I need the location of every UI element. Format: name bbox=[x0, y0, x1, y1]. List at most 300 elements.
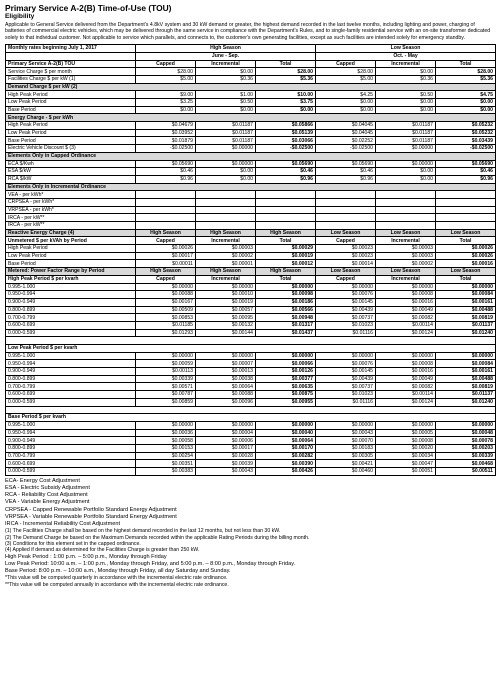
rate-value: $0.00000 bbox=[316, 283, 376, 291]
column-header: Capped bbox=[316, 237, 376, 245]
empty-cell bbox=[316, 191, 376, 199]
header-blank bbox=[6, 52, 136, 60]
rate-value: $0.00 bbox=[196, 168, 256, 176]
rate-value: $0.00 bbox=[196, 106, 256, 114]
energy-charge-heading: Energy Charge - $ per kWh bbox=[6, 114, 496, 122]
rate-value: $0.00153 bbox=[136, 444, 196, 452]
table-row bbox=[6, 391, 496, 399]
row-label: 0.700-0.799 bbox=[6, 383, 136, 391]
rate-value: $0.05690 bbox=[136, 160, 196, 168]
empty-cell bbox=[316, 222, 376, 230]
rate-value: $0.00017 bbox=[136, 252, 196, 260]
table-row bbox=[6, 99, 496, 107]
total-value: $0.00126 bbox=[256, 368, 316, 376]
rate-value: $28.00 bbox=[136, 68, 196, 76]
season-header: Low Season bbox=[316, 268, 376, 276]
rate-value: $0.00005 bbox=[376, 429, 436, 437]
rate-value: $0.00509 bbox=[136, 306, 196, 314]
total-value: $0.00026 bbox=[436, 252, 496, 260]
total-value: $0.00084 bbox=[436, 291, 496, 299]
total-value: $0.00000 bbox=[436, 352, 496, 360]
row-label: High Peak Period bbox=[6, 91, 136, 99]
total-value: $0.00566 bbox=[256, 306, 316, 314]
table-row bbox=[6, 291, 496, 299]
legend-item: VRPSEA - Variable Renewable Portfolio Standard Energy Adjustment bbox=[5, 513, 177, 520]
total-value: $0.00511 bbox=[436, 468, 496, 476]
empty-cell bbox=[376, 222, 436, 230]
rate-value: $0.04045 bbox=[316, 122, 376, 130]
rating-periods bbox=[5, 554, 495, 576]
table-row bbox=[6, 137, 496, 145]
acronym-legend bbox=[5, 478, 495, 528]
table-row bbox=[6, 145, 496, 153]
rate-value: $0.00008 bbox=[376, 291, 436, 299]
empty-cell bbox=[256, 206, 316, 214]
row-label: 0.700-0.799 bbox=[6, 314, 136, 322]
column-header: Total bbox=[436, 60, 496, 68]
total-value: $0.46 bbox=[436, 168, 496, 176]
empty-cell bbox=[136, 214, 196, 222]
section-row bbox=[6, 152, 496, 160]
document-title: Primary Service A-2(B) Time-of-Use (TOU) bbox=[5, 3, 172, 13]
season-header: High Season bbox=[136, 229, 196, 237]
table-row bbox=[6, 460, 496, 468]
rate-value: $0.00 bbox=[376, 168, 436, 176]
total-value: $0.00948 bbox=[256, 314, 316, 322]
rate-value: $0.00000 bbox=[376, 421, 436, 429]
low-peak-kvarh-heading: Low Peak Period $ per kvarh bbox=[6, 345, 496, 353]
empty-cell bbox=[436, 222, 496, 230]
season-header: High Season bbox=[256, 268, 316, 276]
empty-cell bbox=[436, 214, 496, 222]
total-value: $0.00170 bbox=[256, 444, 316, 452]
rate-value: $0.00096 bbox=[196, 398, 256, 406]
rate-value: $0.01293 bbox=[136, 329, 196, 337]
total-value: $0.00 bbox=[436, 106, 496, 114]
row-label: 0.900-0.949 bbox=[6, 298, 136, 306]
row-label: Base Period bbox=[6, 260, 136, 268]
season-header: Low Season bbox=[436, 229, 496, 237]
total-value: $0.00019 bbox=[256, 252, 316, 260]
rate-value: $0.00003 bbox=[196, 245, 256, 253]
rate-value: $3.25 bbox=[136, 99, 196, 107]
rate-value: -$0.02500 bbox=[316, 145, 376, 153]
legend-item: IRCA - Incremental Reliability Cost Adjustment bbox=[5, 520, 121, 527]
rate-value: $0.02252 bbox=[316, 137, 376, 145]
note-item: (2) The Demand Charge be based on the Maximum Demands recorded within the applicable Rating Periods during the billing month. bbox=[5, 534, 310, 541]
column-header: Capped bbox=[316, 275, 376, 283]
total-value: $0.00 bbox=[256, 106, 316, 114]
rate-value: $0.00000 bbox=[376, 283, 436, 291]
rate-value: $0.00421 bbox=[316, 460, 376, 468]
season-header: High Season bbox=[196, 268, 256, 276]
rate-value: $0.01187 bbox=[196, 129, 256, 137]
rate-value: $0.00039 bbox=[196, 460, 256, 468]
rate-value: $0.03952 bbox=[136, 129, 196, 137]
empty-cell bbox=[136, 222, 196, 230]
rate-value: $0.00059 bbox=[136, 360, 196, 368]
total-value: $0.00488 bbox=[436, 375, 496, 383]
total-value: $0.00029 bbox=[256, 245, 316, 253]
column-header: Total bbox=[256, 60, 316, 68]
row-label: Base Period bbox=[6, 106, 136, 114]
total-value: $0.00000 bbox=[256, 421, 316, 429]
total-value: $0.00098 bbox=[256, 291, 316, 299]
row-label: RCA $/kW bbox=[6, 175, 136, 183]
empty-cell bbox=[256, 198, 316, 206]
total-value: $0.03439 bbox=[436, 137, 496, 145]
rate-value: $0.00049 bbox=[376, 375, 436, 383]
note-item: (1) The Facilities Charge shall be based on the highest demand recorded in the last 12 months, but not less than 30 kW. bbox=[5, 528, 281, 535]
empty-cell bbox=[136, 206, 196, 214]
rate-value: $0.00439 bbox=[316, 375, 376, 383]
row-label: Base Period bbox=[6, 137, 136, 145]
rates-table bbox=[5, 44, 496, 476]
total-value: $0.01240 bbox=[436, 329, 496, 337]
column-header: Incremental bbox=[376, 237, 436, 245]
rate-value: $0.00008 bbox=[376, 360, 436, 368]
row-label: ECA $/Kwh bbox=[6, 160, 136, 168]
rate-value: $0.00013 bbox=[196, 368, 256, 376]
table-row bbox=[6, 444, 496, 452]
rate-value: -$0.02500 bbox=[136, 145, 196, 153]
rate-value: $0.00082 bbox=[376, 383, 436, 391]
rate-value: $0.96 bbox=[316, 175, 376, 183]
row-label: 0.995-1.000 bbox=[6, 421, 136, 429]
total-value: $0.00084 bbox=[436, 360, 496, 368]
rate-value: $0.00002 bbox=[376, 260, 436, 268]
rate-value: $0.00 bbox=[316, 99, 376, 107]
rate-value: $0.00007 bbox=[196, 360, 256, 368]
season-header: Low Season bbox=[376, 229, 436, 237]
total-value: $3.75 bbox=[256, 99, 316, 107]
total-value: $0.05232 bbox=[436, 129, 496, 137]
rate-value: $0.00 bbox=[376, 175, 436, 183]
column-header: Incremental bbox=[376, 275, 436, 283]
rate-value: $0.00003 bbox=[376, 252, 436, 260]
total-value: $5.36 bbox=[256, 75, 316, 83]
rate-value: $0.00000 bbox=[376, 352, 436, 360]
row-label: ESA $/kW bbox=[6, 168, 136, 176]
empty-cell bbox=[256, 214, 316, 222]
rate-value: $0.00000 bbox=[196, 352, 256, 360]
reactive-energy-heading: Reactive Energy Charge (4) bbox=[6, 229, 136, 237]
rate-value: $0.00095 bbox=[196, 314, 256, 322]
rate-value: $0.00000 bbox=[196, 421, 256, 429]
rate-value: $0.00145 bbox=[316, 368, 376, 376]
legend-item: VEA - Variable Energy Adjustment bbox=[5, 499, 90, 506]
rate-value: $0.00051 bbox=[376, 468, 436, 476]
rate-value: $0.00014 bbox=[316, 260, 376, 268]
total-value: -$0.02500 bbox=[256, 145, 316, 153]
rate-value: $0.00043 bbox=[196, 468, 256, 476]
row-label: 0.000-0.599 bbox=[6, 329, 136, 337]
total-value: $0.00016 bbox=[436, 260, 496, 268]
rate-value: $0.01187 bbox=[196, 137, 256, 145]
rate-value: $0.04045 bbox=[316, 129, 376, 137]
rate-value: $0.50 bbox=[376, 91, 436, 99]
high-season-label: High Season bbox=[136, 45, 316, 53]
total-value: $0.00161 bbox=[436, 368, 496, 376]
empty-cell bbox=[376, 206, 436, 214]
total-value: $0.01240 bbox=[436, 398, 496, 406]
rate-value: $0.00737 bbox=[316, 383, 376, 391]
rate-value: $0.46 bbox=[316, 168, 376, 176]
rate-value: $0.00000 bbox=[196, 160, 256, 168]
row-label: 0.600-0.699 bbox=[6, 391, 136, 399]
rate-value: $0.01023 bbox=[316, 391, 376, 399]
table-row bbox=[6, 298, 496, 306]
rate-value: $0.00076 bbox=[316, 291, 376, 299]
empty-cell bbox=[256, 222, 316, 230]
rate-value: $0.00036 bbox=[136, 429, 196, 437]
rate-value: $0.00004 bbox=[196, 429, 256, 437]
row-label: 0.800-0.899 bbox=[6, 306, 136, 314]
header-row bbox=[6, 268, 496, 276]
rate-value: $0.00 bbox=[376, 68, 436, 76]
table-row bbox=[6, 222, 496, 230]
total-value: $0.00000 bbox=[256, 283, 316, 291]
season-header: High Season bbox=[196, 229, 256, 237]
legend-item: CRPSEA - Capped Renewable Portfolio Standard Energy Adjustment bbox=[5, 506, 177, 513]
row-label: High Peak Period bbox=[6, 245, 136, 253]
rate-value: $0.00038 bbox=[196, 375, 256, 383]
row-label: 0.900-0.949 bbox=[6, 368, 136, 376]
rate-value: $0.00023 bbox=[316, 252, 376, 260]
total-value: $5.36 bbox=[436, 75, 496, 83]
legend-item: ESA - Electric Subsidy Adjustment bbox=[5, 484, 90, 491]
column-header: Capped bbox=[136, 60, 196, 68]
row-label: High Peak Period bbox=[6, 122, 136, 130]
column-header: Incremental bbox=[376, 60, 436, 68]
empty-cell bbox=[316, 214, 376, 222]
rate-value: $0.00016 bbox=[376, 298, 436, 306]
column-header: Incremental bbox=[196, 237, 256, 245]
column-header: Total bbox=[436, 237, 496, 245]
column-header: Capped bbox=[136, 237, 196, 245]
low-season-months: Oct. - May bbox=[316, 52, 496, 60]
total-value: $28.00 bbox=[436, 68, 496, 76]
empty-cell bbox=[136, 191, 196, 199]
table-row bbox=[6, 468, 496, 476]
table-row bbox=[6, 306, 496, 314]
total-value: $0.00000 bbox=[436, 421, 496, 429]
total-value: $0.01317 bbox=[256, 321, 316, 329]
row-label: 0.900-0.949 bbox=[6, 437, 136, 445]
table-row bbox=[6, 375, 496, 383]
header-row bbox=[6, 45, 496, 53]
period-item: Low Peak Period: 10:00 a.m. – 1:00 p.m., Monday through Friday, and 5:00 p.m. – 8:00 p.m., Monday through Friday. bbox=[5, 560, 296, 567]
total-value: $0.46 bbox=[256, 168, 316, 176]
high-season-months: June - Sep. bbox=[136, 52, 316, 60]
row-label: Low Peak Period bbox=[6, 129, 136, 137]
total-value: $0.00000 bbox=[256, 352, 316, 360]
metered-heading: Metered: Power Factor Range by Period bbox=[6, 268, 136, 276]
header-label: Monthly rates beginning July 1, 2017 bbox=[6, 45, 136, 53]
rate-value: $0.01187 bbox=[376, 122, 436, 130]
rate-value: $0.50 bbox=[196, 99, 256, 107]
low-season-label: Low Season bbox=[316, 45, 496, 53]
table-row bbox=[6, 75, 496, 83]
empty-cell bbox=[316, 206, 376, 214]
rate-value: $0.00047 bbox=[376, 460, 436, 468]
row-label: 0.000-0.599 bbox=[6, 398, 136, 406]
eligibility-text: Applicable to General Service delivered from the Department's 4.8kV system and 30 kW demand or greater, the highest demand recorded in the last twelve months, including lighting and power, charging of batteries of commercial electric vehicles, which may be delivered through the same service in compliance with the Department's Rules, and to single-family residential service with an on-site transformer dedicated solely to that individual customer. Not applicable to service which parallels, and connects to, the customer's own generating facilities, except as such facilities are intended solely for emergency standby. bbox=[5, 22, 491, 41]
period-item: High Peak Period : 1:00 p.m. – 5:00 p.m., Monday through Friday bbox=[5, 553, 167, 560]
rate-value: $0.00460 bbox=[316, 468, 376, 476]
row-label: 0.800-0.899 bbox=[6, 375, 136, 383]
rate-value: $0.01187 bbox=[376, 137, 436, 145]
base-kvarh-heading: Base Period $ per kvarh bbox=[6, 414, 496, 422]
rate-value: $0.00057 bbox=[196, 306, 256, 314]
rate-value: $0.00339 bbox=[136, 375, 196, 383]
rate-value: $1.00 bbox=[196, 91, 256, 99]
total-value: $0.00955 bbox=[256, 398, 316, 406]
empty-cell bbox=[436, 206, 496, 214]
rate-value: $0.00008 bbox=[376, 437, 436, 445]
total-value: $0.00339 bbox=[436, 452, 496, 460]
row-label: Electric Vehicle Discount $ (3) bbox=[6, 145, 136, 153]
header-row bbox=[6, 237, 496, 245]
total-value: $0.05139 bbox=[256, 129, 316, 137]
rate-value: $0.00082 bbox=[376, 314, 436, 322]
rate-value: $0.01187 bbox=[196, 122, 256, 130]
total-value: $0.00040 bbox=[256, 429, 316, 437]
section-row bbox=[6, 414, 496, 422]
total-value: $28.00 bbox=[256, 68, 316, 76]
row-label: CRPSEA - per kWh* bbox=[6, 198, 136, 206]
season-header: High Season bbox=[136, 268, 196, 276]
rate-value: $0.00001 bbox=[196, 260, 256, 268]
table-row bbox=[6, 198, 496, 206]
rate-value: $0.00 bbox=[196, 175, 256, 183]
total-value: $0.00000 bbox=[436, 283, 496, 291]
total-value: $10.00 bbox=[256, 91, 316, 99]
table-row bbox=[6, 398, 496, 406]
total-value: $0.00377 bbox=[256, 375, 316, 383]
rate-value: $4.25 bbox=[316, 91, 376, 99]
row-label: 0.995-1.000 bbox=[6, 283, 136, 291]
rate-value: $0.00016 bbox=[376, 368, 436, 376]
total-value: $0.96 bbox=[256, 175, 316, 183]
rate-value: $0.00383 bbox=[136, 468, 196, 476]
season-header: Low Season bbox=[376, 268, 436, 276]
rate-value: $0.36 bbox=[376, 75, 436, 83]
row-label: 0.800-0.899 bbox=[6, 444, 136, 452]
rate-value: $0.00000 bbox=[316, 421, 376, 429]
table-row bbox=[6, 245, 496, 253]
table-row bbox=[6, 283, 496, 291]
rate-document bbox=[5, 3, 495, 588]
row-label: IRCA - per kW** bbox=[6, 214, 136, 222]
total-value: $0.03066 bbox=[256, 137, 316, 145]
empty-cell bbox=[196, 206, 256, 214]
notes-list bbox=[5, 528, 495, 554]
rate-value: $0.00254 bbox=[136, 452, 196, 460]
rate-value: $9.00 bbox=[136, 91, 196, 99]
rate-value: $0.46 bbox=[136, 168, 196, 176]
total-value: $0.01137 bbox=[436, 391, 496, 399]
period-item: Base Period: 8:00 p.m. – 10:00 a.m., Monday through Friday, all day Saturday and Sunday. bbox=[5, 568, 231, 575]
empty-cell bbox=[376, 198, 436, 206]
rate-value: $0.00076 bbox=[316, 360, 376, 368]
header-row bbox=[6, 52, 496, 60]
row-label: VRPSEA - per kWh* bbox=[6, 206, 136, 214]
total-value: $0.00488 bbox=[436, 306, 496, 314]
rate-value: $0.00859 bbox=[136, 398, 196, 406]
total-value: $0.00819 bbox=[436, 383, 496, 391]
total-value: $0.00048 bbox=[436, 429, 496, 437]
rate-value: $0.00124 bbox=[376, 329, 436, 337]
note-item: (4) Applied if demand as determined for the Facilities Charge is greater than 250 kW. bbox=[5, 547, 200, 554]
spacer-row bbox=[6, 337, 496, 345]
total-value: $0.00282 bbox=[256, 452, 316, 460]
empty-cell bbox=[196, 191, 256, 199]
section-row bbox=[6, 337, 496, 345]
rate-value: $0.00114 bbox=[376, 391, 436, 399]
rate-value: $0.00026 bbox=[136, 245, 196, 253]
rate-value: $0.00 bbox=[196, 68, 256, 76]
legend-item: ECA- Energy Cost Adjustment bbox=[5, 477, 80, 484]
column-header: Capped bbox=[136, 275, 196, 283]
rate-value: $0.00114 bbox=[376, 321, 436, 329]
rate-value: $0.00011 bbox=[136, 260, 196, 268]
table-row bbox=[6, 160, 496, 168]
row-label: 0.700-0.799 bbox=[6, 452, 136, 460]
total-value: $0.01137 bbox=[436, 321, 496, 329]
rate-value: $0.00571 bbox=[136, 383, 196, 391]
total-value: $0.00064 bbox=[256, 437, 316, 445]
high-peak-kvarh-heading: High Peak Period $ per kvarh bbox=[6, 275, 136, 283]
table-row bbox=[6, 329, 496, 337]
empty-cell bbox=[376, 191, 436, 199]
rate-value: $0.00000 bbox=[316, 352, 376, 360]
empty-cell bbox=[316, 198, 376, 206]
incremental-elements-heading: Elements Only in Incremental Ordinance bbox=[6, 183, 496, 191]
rate-value: $0.00 bbox=[316, 106, 376, 114]
empty-cell bbox=[136, 198, 196, 206]
section-row bbox=[6, 183, 496, 191]
table-row bbox=[6, 68, 496, 76]
rate-value: $0.36 bbox=[196, 75, 256, 83]
table-row bbox=[6, 429, 496, 437]
rate-value: $0.00124 bbox=[376, 398, 436, 406]
rate-value: $0.00000 bbox=[196, 283, 256, 291]
row-label: 0.950-0.994 bbox=[6, 291, 136, 299]
rate-value: $0.00034 bbox=[376, 452, 436, 460]
rate-value: $0.00070 bbox=[316, 437, 376, 445]
rate-value: $0.00000 bbox=[376, 160, 436, 168]
rate-value: $0.00088 bbox=[136, 291, 196, 299]
row-label: 0.995-1.000 bbox=[6, 352, 136, 360]
rate-value: $0.00064 bbox=[196, 383, 256, 391]
table-row bbox=[6, 168, 496, 176]
rate-value: $0.00000 bbox=[376, 145, 436, 153]
rate-value: $0.00 bbox=[376, 106, 436, 114]
rate-value: $0.00853 bbox=[136, 314, 196, 322]
row-label: 0.000-0.599 bbox=[6, 468, 136, 476]
footnote-item: **This value will be computed annually in accordance with the incremental electric rate ordinance. bbox=[5, 581, 229, 588]
rate-value: $0.00439 bbox=[316, 306, 376, 314]
rate-value: $5.00 bbox=[136, 75, 196, 83]
table-row bbox=[6, 352, 496, 360]
total-value: $0.00468 bbox=[436, 460, 496, 468]
row-label: 0.600-0.699 bbox=[6, 460, 136, 468]
rate-value: $0.01023 bbox=[316, 321, 376, 329]
rate-value: $0.00305 bbox=[316, 452, 376, 460]
header-row bbox=[6, 60, 496, 68]
empty-cell bbox=[436, 191, 496, 199]
